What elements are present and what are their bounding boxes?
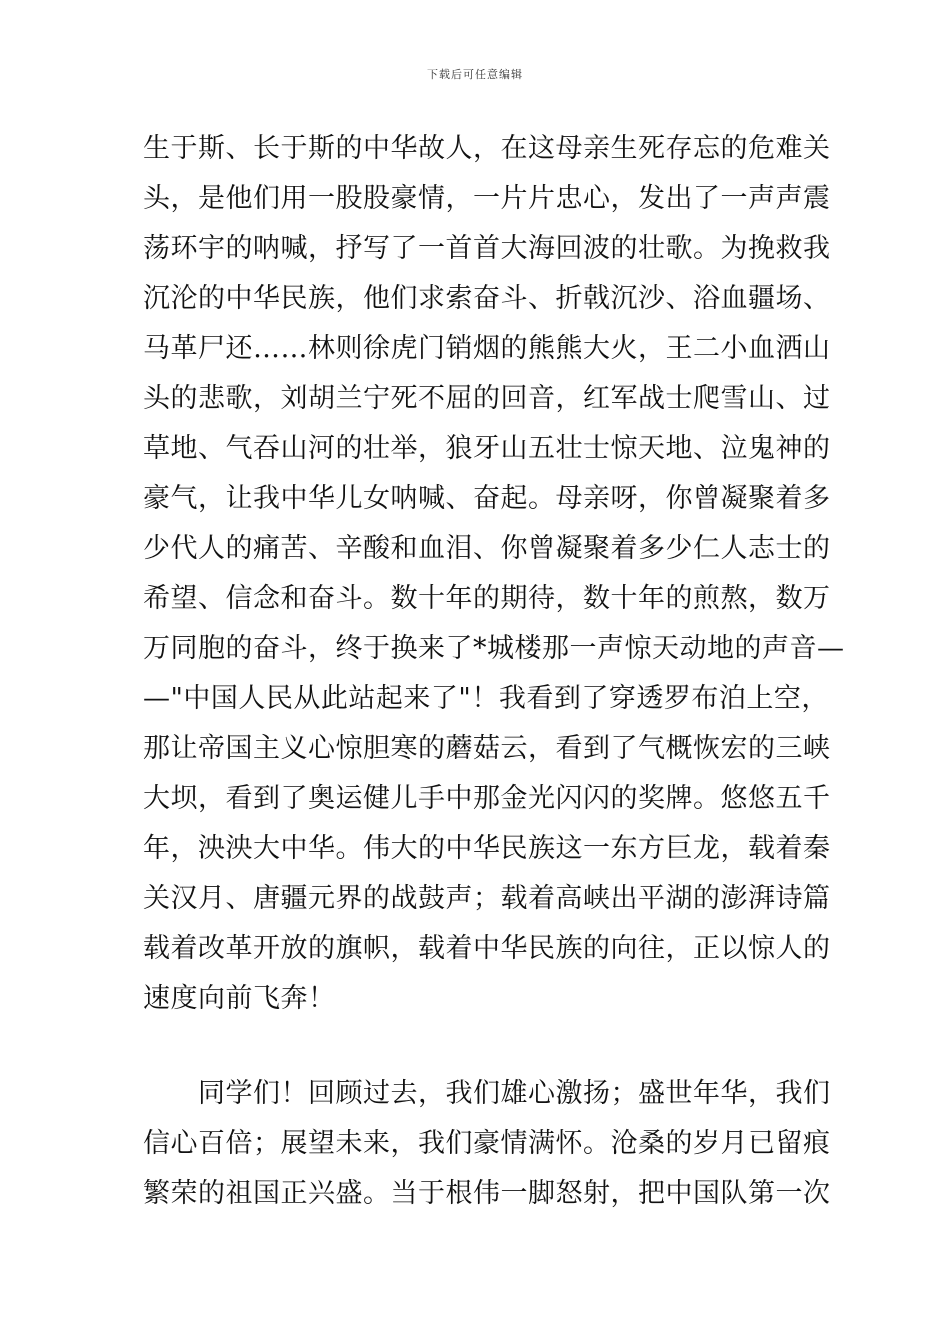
text-line: 关汉月、唐疆元界的战鼓声；载着高峡出平湖的澎湃诗篇 bbox=[143, 883, 831, 914]
text-line: 马革尸还……林则徐虎门销烟的熊熊大火，王二小血洒山 bbox=[143, 333, 831, 364]
text-line: 豪气，让我中华儿女呐喊、奋起。母亲呀，你曾凝聚着多 bbox=[143, 483, 831, 514]
text-line: 头，是他们用一股股豪情，一片片忠心，发出了一声声震 bbox=[143, 183, 831, 214]
text-line: 同学们！回顾过去，我们雄心激扬；盛世年华，我们 bbox=[198, 1078, 831, 1109]
text-line: 头的悲歌，刘胡兰宁死不屈的回音，红军战士爬雪山、过 bbox=[143, 383, 831, 414]
text-line: 生于斯、长于斯的中华故人，在这母亲生死存忘的危难关 bbox=[143, 133, 831, 164]
text-line: 年，泱泱大中华。伟大的中华民族这一东方巨龙，载着秦 bbox=[143, 833, 831, 864]
text-line: 沉沦的中华民族，他们求索奋斗、折戟沉沙、浴血疆场、 bbox=[143, 283, 831, 314]
text-line: 少代人的痛苦、辛酸和血泪、你曾凝聚着多少仁人志士的 bbox=[143, 533, 831, 564]
text-line: 那让帝国主义心惊胆寒的蘑菇云，看到了气概恢宏的三峡 bbox=[143, 733, 831, 764]
paragraph-1 bbox=[143, 124, 843, 1024]
text-line: 万同胞的奋斗，终于换来了*城楼那一声惊天动地的声音— bbox=[143, 633, 845, 664]
text-line: 载着改革开放的旗帜，载着中华民族的向往，正以惊人的 bbox=[143, 933, 831, 964]
text-line: 信心百倍；展望未来，我们豪情满怀。沧桑的岁月已留痕 bbox=[143, 1128, 831, 1159]
text-line: 草地、气吞山河的壮举，狼牙山五壮士惊天地、泣鬼神的 bbox=[143, 433, 831, 464]
text-line: —"中国人民从此站起来了"！我看到了穿透罗布泊上空， bbox=[143, 683, 829, 714]
text-line: 大坝，看到了奥运健儿手中那金光闪闪的奖牌。悠悠五千 bbox=[143, 783, 831, 814]
paragraph-2 bbox=[143, 1069, 843, 1219]
text-line: 速度向前飞奔！ bbox=[143, 983, 336, 1014]
text-line: 繁荣的祖国正兴盛。当于根伟一脚怒射，把中国队第一次 bbox=[143, 1178, 831, 1209]
text-line: 希望、信念和奋斗。数十年的期待，数十年的煎熬，数万 bbox=[143, 583, 831, 614]
page-header-note: 下载后可任意编辑 bbox=[427, 68, 523, 81]
text-line: 荡环宇的呐喊，抒写了一首首大海回波的壮歌。为挽救我 bbox=[143, 233, 831, 264]
